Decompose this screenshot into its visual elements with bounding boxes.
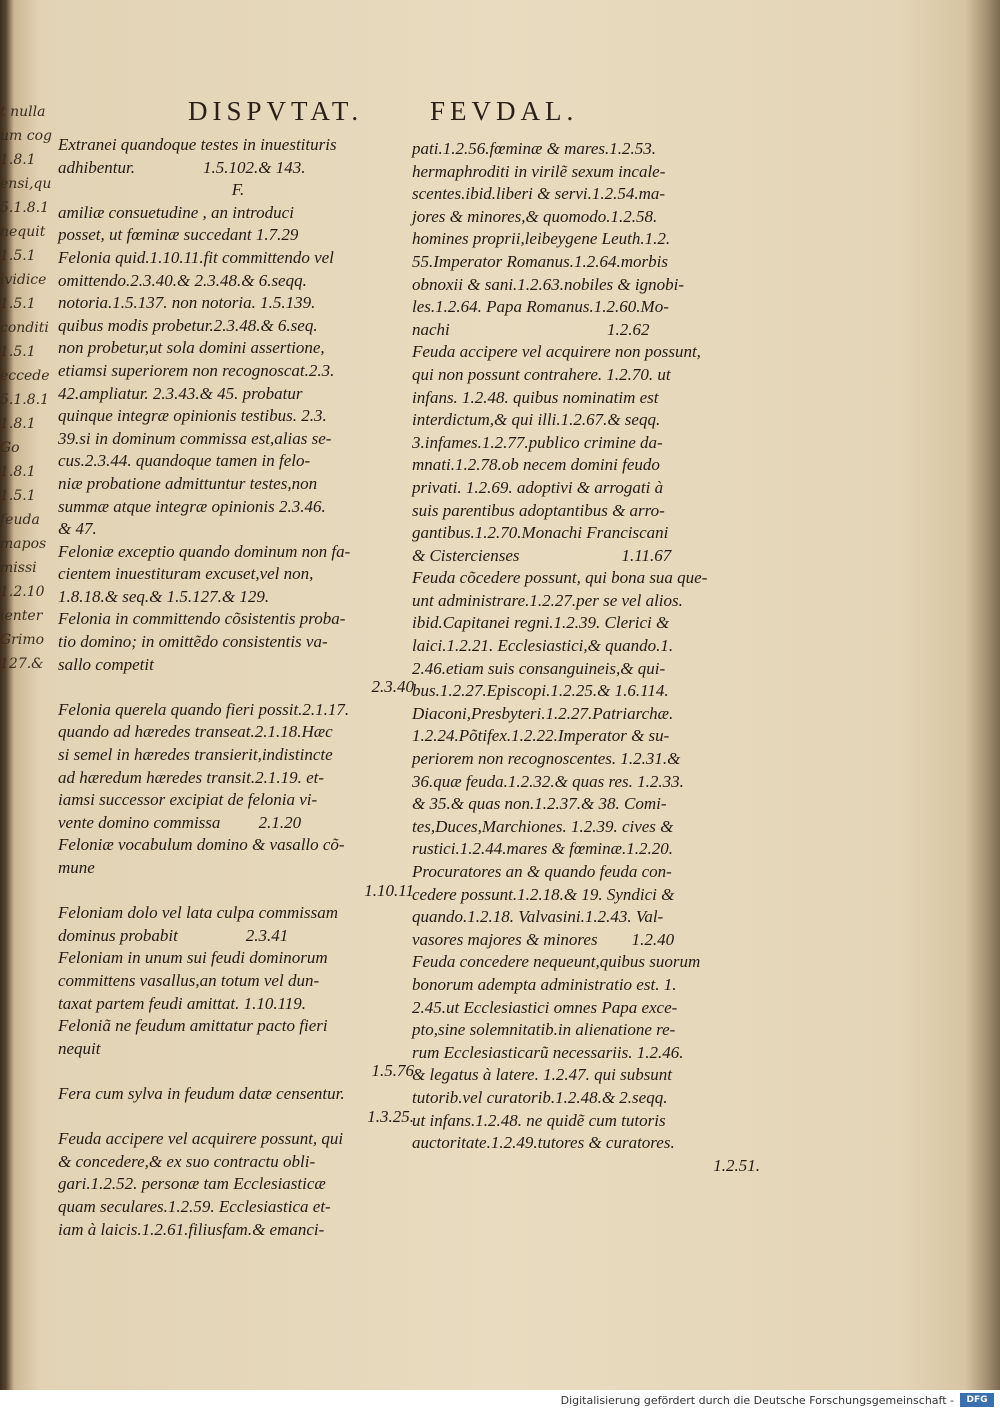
index-line: Feloniæ vocabulum domino & vasallo cõ- — [58, 835, 345, 855]
index-line: committens vasallus,an totum vel dun- — [58, 970, 320, 990]
index-line: 1.10.11 — [364, 880, 414, 900]
index-line: tes,Duces,Marchiones. 1.2.39. cives & — [412, 816, 674, 836]
index-line: omittendo.2.3.40.& 2.3.48.& 6.seqq. — [58, 270, 307, 290]
prev-page-fragment: 1.8.1 — [0, 152, 36, 168]
index-line: Feuda cõcedere possunt, qui bona sua que- — [412, 568, 708, 588]
index-line: iam à laicis.1.2.61.filiusfam.& emanci- — [58, 1219, 325, 1239]
prev-page-fragment: 1.5.1 — [0, 296, 36, 312]
index-line: les.1.2.64. Papa Romanus.1.2.60.Mo- — [412, 297, 669, 317]
index-line: quam seculares.1.2.59. Ecclesiastica et- — [58, 1196, 331, 1216]
index-line: jores & minores,& quomodo.1.2.58. — [412, 206, 658, 226]
prev-page-fragment: 5.1.8.1 — [0, 392, 49, 408]
index-line: summæ atque integræ opinionis 2.3.46. — [58, 496, 326, 516]
index-line: 39.si in dominum commissa est,alias se- — [58, 428, 332, 448]
index-line: 1.2.24.Põtifex.1.2.22.Imperator & su- — [412, 726, 670, 746]
prev-page-fragment: 1.8.1 — [0, 416, 36, 432]
index-line: sallo competit — [58, 654, 154, 674]
prev-page-fragment: feuda — [0, 512, 40, 528]
index-line: Feloniam dolo vel lata culpa commissam — [58, 903, 338, 923]
index-line: 1.2.51. — [713, 1155, 760, 1175]
index-line: & Cistercienses 1.11.67 — [412, 545, 672, 565]
index-line: quinque integræ opinionis testibus. 2.3. — [58, 406, 327, 426]
index-line: 1.3.25. — [367, 1106, 414, 1126]
prev-page-fragment: Grimo — [0, 632, 45, 648]
index-line: bonorum adempta administratio est. 1. — [412, 974, 677, 994]
index-line: auctoritate.1.2.49.tutores & curatores. — [412, 1133, 675, 1153]
index-line: niæ probatione admittuntur testes,non — [58, 473, 318, 493]
index-line: pati.1.2.56.fœminæ & mares.1.2.53. — [412, 139, 656, 158]
previous-page-edge — [0, 100, 52, 1360]
index-line: mune — [58, 858, 95, 877]
index-line: F. — [231, 180, 245, 200]
index-line: 2.45.ut Ecclesiastici omnes Papa exce- — [412, 997, 678, 1017]
index-line: tutorib.vel curatorib.1.2.48.& 2.seqq. — [412, 1087, 668, 1107]
index-line: 1.5.76 — [371, 1061, 414, 1081]
index-line: Diaconi,Presbyteri.1.2.27.Patriarchæ. — [412, 703, 674, 723]
index-line: pto,sine solemnitatib.in alienatione re- — [412, 1020, 676, 1040]
index-line: 3.infames.1.2.77.publico crimine da- — [412, 432, 663, 452]
prev-page-fragment: eccede — [0, 368, 50, 384]
index-line: periorem non recognoscentes. 1.2.31.& — [412, 749, 681, 769]
prev-page-fragment: nequit — [0, 224, 46, 240]
prev-page-fragment: 1.5.1 — [0, 344, 36, 360]
prev-page-fragment: 1.2.10 — [0, 584, 45, 600]
index-line: ut infans.1.2.48. ne quidẽ cum tutoris — [412, 1110, 666, 1130]
index-line: 1.8.18.& seq.& 1.5.127.& 129. — [58, 586, 270, 606]
index-line: 42.ampliatur. 2.3.43.& 45. probatur — [58, 383, 303, 403]
prev-page-fragment: um cog — [0, 128, 52, 144]
index-line: ibid.Capitanei regni.1.2.39. Clerici & — [412, 613, 670, 633]
running-head-left: DISPVTAT. — [188, 96, 364, 126]
dfg-logo: DFG — [960, 1393, 994, 1407]
index-line: ad hæredum hæredes transit.2.1.19. et- — [58, 767, 325, 787]
prev-page-fragment: 127.& — [0, 656, 44, 672]
right-column — [412, 138, 764, 1177]
index-line: Felonia in committendo cõsistentis proba- — [58, 609, 346, 629]
prev-page-fragment: conditi — [0, 320, 49, 336]
index-line: quibus modis probetur.2.3.48.& 6.seq. — [58, 315, 318, 335]
index-line: Feloniã ne feudum amittatur pacto fieri — [58, 1016, 328, 1036]
prev-page-fragment: 5.1.8.1 — [0, 200, 49, 216]
index-line: etiamsi superiorem non recognoscat.2.3. — [58, 360, 335, 380]
index-line: nequit — [58, 1038, 101, 1058]
index-line: Procuratores an & quando feuda con- — [412, 862, 672, 881]
index-line: Felonia querela quando fieri possit.2.1.17. — [58, 699, 350, 719]
index-line: bus.1.2.27.Episcopi.1.2.25.& 1.6.114. — [412, 681, 669, 701]
running-head-right: FEVDAL. — [430, 96, 579, 126]
index-line: scentes.ibid.liberi & servi.1.2.54.ma- — [412, 184, 666, 204]
index-line: unt administrare.1.2.27.per se vel alios. — [412, 590, 683, 610]
index-line: cus.2.3.44. quandoque tamen in felo- — [58, 451, 311, 471]
index-line: cedere possunt.1.2.18.& 19. Syndici & — [412, 884, 675, 904]
index-line: & legatus à latere. 1.2.47. qui subsunt — [412, 1065, 673, 1085]
index-line: tio domino; in omittẽdo consistentis va- — [58, 632, 328, 652]
prev-page-fragment: Go — [0, 440, 20, 456]
index-line: obnoxii & sani.1.2.63.nobiles & ignobi- — [412, 274, 684, 294]
index-line: Feuda accipere vel acquirere possunt, qui — [58, 1129, 344, 1149]
left-column — [58, 134, 418, 1241]
index-line: non probetur,ut sola domini assertione, — [58, 338, 325, 358]
index-line: 2.3.40 — [371, 677, 414, 697]
index-line: adhibentur. 1.5.102.& 143. — [58, 157, 306, 177]
index-line: notoria.1.5.137. non notoria. 1.5.139. — [58, 293, 316, 313]
index-line: interdictum,& qui illi.1.2.67.& seqq. — [412, 410, 661, 430]
index-line: nachi 1.2.62 — [412, 319, 650, 339]
index-line: Fera cum sylva in feudum datæ censentur. — [58, 1083, 345, 1103]
index-line: homines proprii,leibeygene Leuth.1.2. — [412, 229, 671, 249]
prev-page-fragment: t nulla — [0, 104, 46, 120]
index-line: cientem inuestituram excuset,vel non, — [58, 564, 314, 584]
index-line: & 35.& quas non.1.2.37.& 38. Comi- — [412, 794, 667, 814]
prev-page-fragment: ienter — [0, 608, 43, 624]
index-line: gari.1.2.52. personæ tam Ecclesiasticæ — [58, 1174, 326, 1194]
index-line: quando ad hæredes transeat.2.1.18.Hæc — [58, 722, 333, 742]
index-line: qui non possunt contrahere. 1.2.70. ut — [412, 364, 671, 384]
index-line: Extranei quandoque testes in inuestituris — [58, 135, 337, 154]
index-line: gantibus.1.2.70.Monachi Franciscani — [412, 523, 669, 543]
index-line: dominus probabit 2.3.41 — [58, 925, 289, 945]
prev-page-fragment: missi — [0, 560, 37, 576]
prev-page-fragment: 1.5.1 — [0, 488, 36, 504]
index-line: laici.1.2.21. Ecclesiastici,& quando.1. — [412, 636, 674, 656]
index-line: rum Ecclesiasticarũ necessariis. 1.2.46. — [412, 1042, 684, 1062]
index-line: mnati.1.2.78.ob necem domini feudo — [412, 455, 660, 475]
index-line: 36.quæ feuda.1.2.32.& quas res. 1.2.33. — [412, 771, 684, 791]
index-line: hermaphroditi in virilẽ sexum incale- — [412, 161, 666, 181]
footer-credit: Digitalisierung gefördert durch die Deutsche Forschungsgemeinschaft - — [560, 1394, 954, 1407]
index-line: Felonia quid.1.10.11.fit committendo vel — [58, 247, 334, 267]
prev-page-fragment: ividice — [0, 272, 47, 288]
index-line: 55.Imperator Romanus.1.2.64.morbis — [412, 251, 668, 271]
index-line: vasores majores & minores 1.2.40 — [412, 929, 675, 949]
prev-page-fragment: mapos — [0, 536, 47, 552]
index-line: & 47. — [58, 519, 97, 539]
index-line: amiliæ consuetudine , an introduci — [58, 202, 294, 222]
prev-page-fragment: 1.5.1 — [0, 248, 36, 264]
index-line: infans. 1.2.48. quibus nominatim est — [412, 387, 659, 407]
prev-page-fragment: ensi,qu — [0, 176, 52, 192]
index-line: Feuda concedere nequeunt,quibus suorum — [412, 952, 701, 972]
index-line: quando.1.2.18. Valvasini.1.2.43. Val- — [412, 907, 664, 927]
index-line: rustici.1.2.44.mares & fœminæ.1.2.20. — [412, 839, 673, 859]
index-line: Feloniam in unum sui feudi dominorum — [58, 948, 328, 968]
index-line: taxat partem feudi amittat. 1.10.119. — [58, 993, 307, 1013]
index-line: Feuda accipere vel acquirere non possunt, — [412, 342, 701, 362]
index-line: si semel in hæredes transierit,indistincte — [58, 745, 333, 765]
index-line: Feloniæ exceptio quando dominum non fa- — [58, 541, 351, 561]
index-line: suis parentibus adoptantibus & arro- — [412, 500, 665, 520]
index-line: 2.46.etiam suis consanguineis,& qui- — [412, 658, 666, 678]
index-line: iamsi successor excipiat de felonia vi- — [58, 790, 318, 810]
index-line: posset, ut fœminæ succedant 1.7.29 — [58, 225, 299, 245]
prev-page-fragment: 1.8.1 — [0, 464, 36, 480]
index-line: & concedere,& ex suo contractu obli- — [58, 1151, 316, 1171]
index-line: privati. 1.2.69. adoptivi & arrogati à — [412, 477, 664, 497]
index-line: vente domino commissa 2.1.20 — [58, 812, 302, 832]
